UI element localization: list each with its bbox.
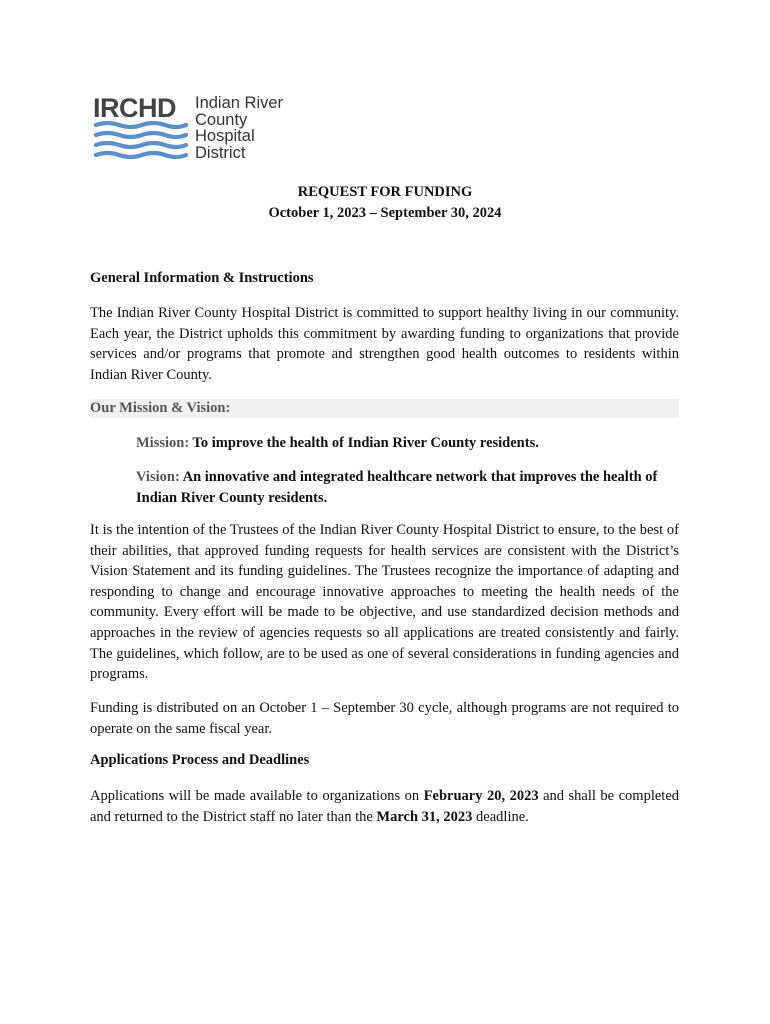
general-info-heading: General Information & Instructions [90, 270, 314, 286]
logo-name-line: District [195, 143, 246, 162]
title-line-2: October 1, 2023 – September 30, 2024 [268, 205, 502, 221]
applications-deadline-date: March 31, 2023 [376, 808, 473, 825]
waves-icon [94, 121, 188, 161]
logo-acronym: IRCHD [93, 93, 176, 123]
mission-vision-heading: Our Mission & Vision: [90, 399, 679, 418]
applications-paragraph [90, 786, 679, 827]
applications-available-date: February 20, 2023 [423, 788, 539, 804]
logo-name [195, 95, 283, 161]
vision-statement [136, 467, 671, 509]
trustees-intent-paragraph: It is the intention of the Trustees of the Indian River County Hospital District to ensure, to the best of their abilities, that approved funding requests for health services are consistent with the District’s Vision Statement and its funding guidelines. The Trustees recognize the importance of adapting and responding to change and encourage innovative approaches to meeting the health needs of the community. Every effort will be made to be objective, and use standardized decision methods and approaches in the review of agencies requests so all applications are treated consistently and fairly. The guidelines, which follow, are to be used as one of several considerations in funding agencies and programs. [90, 522, 679, 683]
mission-label: Mission: [136, 435, 190, 451]
mission-text: To improve the health of Indian River County residents. [192, 435, 539, 451]
applications-text-middle: and shall be completed and returned to the District staff no later than the [90, 788, 680, 825]
vision-label: Vision: [136, 469, 180, 485]
funding-cycle-paragraph: Funding is distributed on an October 1 – September 30 cycle, although programs are not required to operate on the same fiscal year. [90, 700, 679, 737]
applications-text-after: deadline. [472, 808, 529, 825]
general-info-paragraph: The Indian River County Hospital District is committed to support healthy living in our community. Each year, the District upholds this commitment by awarding funding to organizations that provide services and/or programs that promote and strengthen good health outcomes to residents within Indian River County. [90, 305, 679, 383]
irchd-logo [93, 95, 303, 161]
logo-name-line: County [195, 110, 248, 129]
title-line-1: REQUEST FOR FUNDING [297, 184, 473, 200]
document-title [90, 182, 680, 224]
logo-name-line: Indian River [195, 94, 284, 112]
logo-name-line: Hospital [195, 127, 255, 145]
applications-text-before: Applications will be made available to organizations on [90, 788, 424, 804]
mission-statement [136, 433, 676, 454]
applications-heading: Applications Process and Deadlines [90, 752, 310, 768]
vision-text: An innovative and integrated healthcare network that improves the health of Indian River County residents. [136, 469, 658, 506]
